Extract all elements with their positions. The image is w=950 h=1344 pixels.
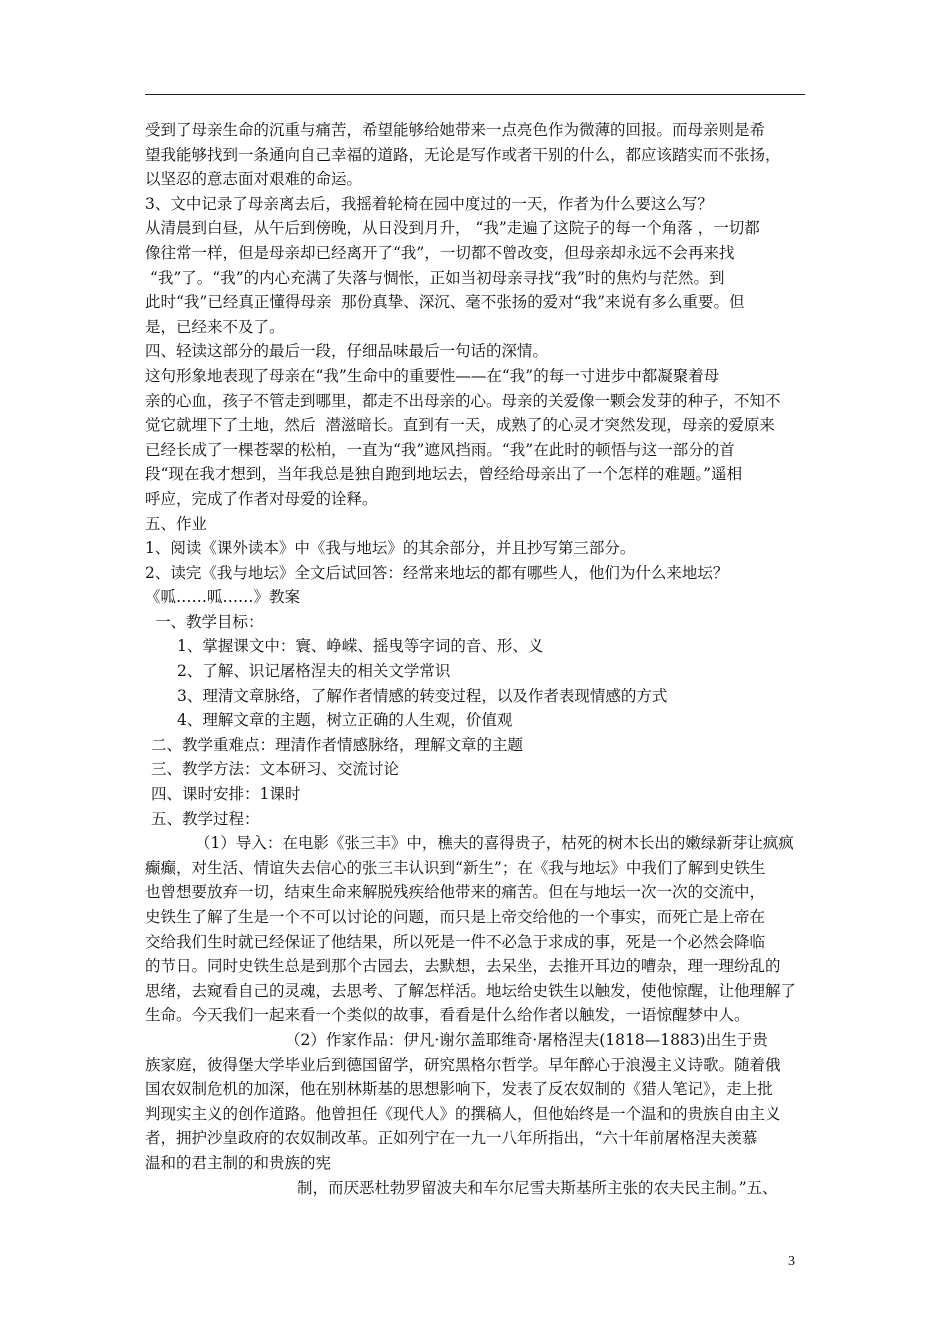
header-rule [145, 94, 805, 95]
text-line: 三、教学方法：文本研习、交流讨论 [151, 760, 400, 779]
document-body [145, 118, 811, 1200]
text-line: 3、文中记录了母亲离去后，我摇着轮椅在园中度过的一天，作者为什么要这么写？ [145, 194, 713, 213]
text-line: 四、课时安排：1课时 [151, 785, 301, 804]
text-line: 已经长成了一棵苍翠的松柏，一直为“我”遮风挡雨。“我”在此时的顿悟与这一部分的首 [145, 440, 735, 459]
text-line: 这句形象地表现了母亲在“我”生命中的重要性——在“我”的每一寸进步中都凝聚着母 [145, 366, 720, 385]
text-line: 是，已经来不及了。 [145, 317, 285, 336]
text-line: 1、掌握课文中：寰、峥嵘、摇曳等字词的音、形、义 [177, 637, 544, 656]
text-line: 《呱……呱……》教案 [145, 588, 301, 607]
text-line: 望我能够找到一条通向自己幸福的道路，无论是写作或者干别的什么，都应该踏实而不张扬， [145, 145, 781, 164]
text-line: 觉它就埋下了土地，然后 潜滋暗长。直到有一天，成熟了的心灵才突然发现，母亲的爱原来 [145, 416, 775, 435]
text-line: 四、轻读这部分的最后一段，仔细品味最后一句话的深情。 [145, 342, 549, 361]
text-line: 国农奴制危机的加深，他在别林斯基的思想影响下，发表了反农奴制的《猎人笔记》，走上批 [145, 1080, 773, 1099]
text-line: 族家庭，彼得堡大学毕业后到德国留学，研究黑格尔哲学。早年醉心于浪漫主义诗歌。随着俄 [145, 1055, 781, 1074]
text-line: 像往常一样，但是母亲却已经离开了“我”，一切都不曾改变，但母亲却永远不会再来找 [145, 243, 735, 262]
text-line: 生命。今天我们一起来看一个类似的故事，看看是什么给作者以触发，一语惊醒梦中人。 [145, 1006, 750, 1025]
page-number: 3 [788, 1254, 795, 1269]
text-line: 从清晨到白昼，从午后到傍晚，从日没到月升， “我”走遍了这院子的每一个角落 ，一切都 [145, 219, 760, 238]
text-line: 史铁生了解了生是一个不可以讨论的问题，而只是上帝交给他的一个事实，而死亡是上帝在 [145, 908, 766, 926]
text-line: 五、作业 [145, 514, 208, 533]
text-line: （2）作家作品：伊凡·谢尔盖耶维奇·屠格涅夫(1818—1883)出生于贵 [285, 1030, 768, 1049]
text-line: 呼应，完成了作者对母爱的诠释。 [145, 489, 378, 508]
text-line: 温和的君主制的和贵族的宪 [145, 1153, 332, 1172]
text-line: 亲的心血，孩子不管走到哪里，都走不出母亲的心。母亲的关爱像一颗会发芽的种子，不知不 [145, 391, 781, 410]
text-line: 交给我们生时就已经保证了他结果，所以死是一件不必急于求成的事，死是一个必然会降临 [145, 932, 766, 951]
text-line: 思绪，去窥看自己的灵魂，去思考、了解怎样活。地坛给史铁生以触发，使他惊醒，让他理解了 [145, 981, 797, 1000]
text-line: 也曾想要放弃一切，结束生命来解脱残疾给他带来的痛苦。但在与地坛一次一次的交流中， [145, 883, 766, 902]
text-line: “我”了。“我”的内心充满了失落与惆怅，正如当初母亲寻找“我”时的焦灼与茫然。到 [145, 268, 725, 287]
text-line: 3、理清文章脉络，了解作者情感的转变过程，以及作者表现情感的方式 [177, 686, 668, 705]
text-line: 以坚忍的意志面对艰难的命运。 [145, 170, 363, 189]
text-line: 癫癫，对生活、情谊失去信心的张三丰认识到“新生”；在《我与地坛》中我们了解到史铁生 [145, 858, 766, 877]
text-line: 2、了解、识记屠格涅夫的相关文学常识 [177, 662, 451, 681]
text-line: 此时“我”已经真正懂得母亲 那份真挚、深沉、毫不张扬的爱对“我”来说有多么重要。但 [145, 293, 745, 312]
text-line: 制，而厌恶杜勃罗留波夫和车尔尼雪夫斯基所主张的农夫民主制。”五、 [297, 1178, 778, 1197]
text-line: 段“现在我才想到，当年我总是独自跑到地坛去，曾经给母亲出了一个怎样的难题。”遥相 [145, 465, 743, 484]
text-line: 者，拥护沙皇政府的农奴制改革。正如列宁在一九一八年所指出，“六十年前屠格涅夫羡慕 [145, 1129, 758, 1148]
text-line: 一、教学目标： [155, 612, 264, 631]
text-line: 二、教学重难点：理清作者情感脉络，理解文章的主题 [151, 735, 524, 754]
text-line: 2、读完《我与地坛》全文后试回答：经常来地坛的都有哪些人，他们为什么来地坛？ [145, 563, 729, 582]
text-line: 受到了母亲生命的沉重与痛苦，希望能够给她带来一点亮色作为微薄的回报。而母亲则是希 [145, 121, 766, 139]
text-line: 4、理解文章的主题，树立正确的人生观，价值观 [177, 711, 513, 730]
text-line: 判现实主义的创作道路。他曾担任《现代人》的撰稿人，但他始终是一个温和的贵族自由主义 [145, 1104, 781, 1123]
text-line: （1）导入：在电影《张三丰》中，樵夫的喜得贵子，枯死的树木长出的嫩绿新芽让疯疯 [195, 834, 794, 853]
text-line: 五、教学过程： [151, 809, 260, 828]
text-line: 1、阅读《课外读本》中《我与地坛》的其余部分，并且抄写第三部分。 [145, 539, 636, 558]
text-line: 的节日。同时史铁生总是到那个古园去，去默想，去呆坐，去推开耳边的嘈杂，理一理纷乱的 [145, 957, 781, 976]
